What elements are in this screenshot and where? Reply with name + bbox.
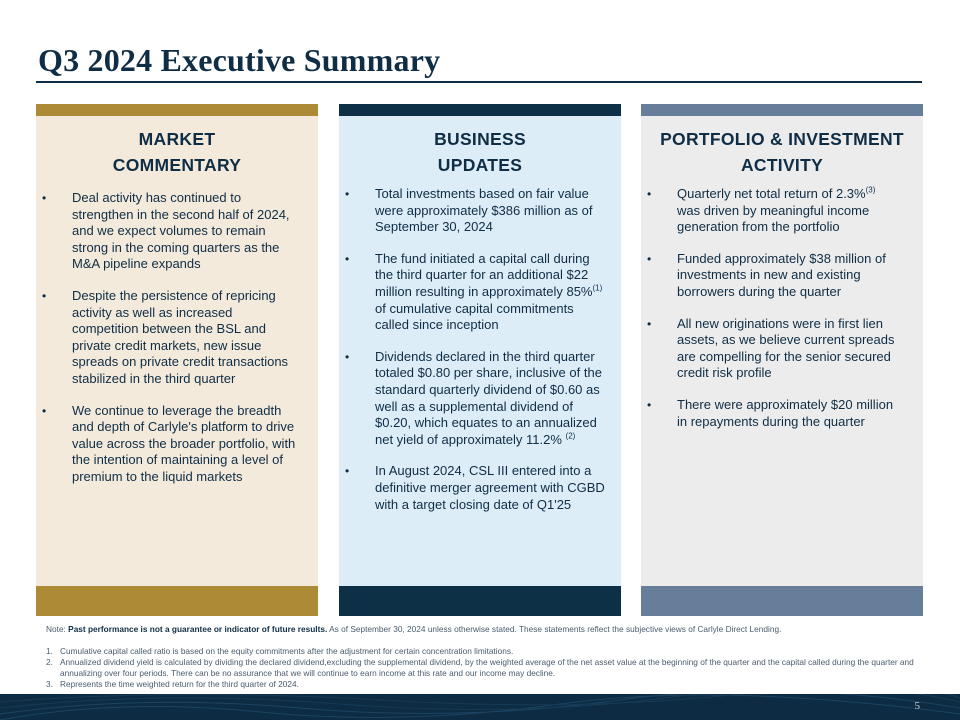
panel-heading-line1: BUSINESS	[434, 129, 526, 149]
footnote	[46, 646, 916, 657]
list-item: • Deal activity has continued to strengthen in the second half of 2024, and we expect volumes to remain strong in the coming quarters as the M&A pipeline expands	[36, 190, 306, 273]
note-text: As of September 30, 2024 unless otherwise stated. These statements reflect the subjective views of Carlyle Direct Lending.	[327, 624, 782, 634]
list-item: • There were approximately $20 million in repayments during the quarter	[641, 397, 909, 430]
panel-heading	[339, 126, 621, 178]
page-title: Q3 2024 Executive Summary	[38, 42, 441, 78]
list-item: • In August 2024, CSL III entered into a definitive merger agreement with CGBD with a target closing date of Q1'25	[339, 463, 615, 513]
note-label: Note:	[46, 624, 66, 634]
panel-heading	[36, 126, 318, 178]
footnote-text: Annualized dividend yield is calculated by dividing the declared dividend,excluding the supplemental dividend, by the weighted average of the net asset value at the beginning of the quarter and the capital called during the quarter and annualizing over four periods. There can be no assurance that we will continue to earn income at this rate and our income may decline.	[60, 657, 914, 678]
footnote-ref: (1)	[592, 283, 603, 293]
list-item-text: Dividends declared in the third quarter totaled $0.80 per share, inclusive of the standard quarterly dividend of $0.60 as well as a supplemental dividend of $0.20, which equates to an annualized net yield of approximately 11.2%	[375, 348, 602, 447]
panel-top-bar	[339, 104, 621, 116]
bullet-list	[339, 186, 615, 528]
list-item-text: Quarterly net total return of 2.3%	[677, 186, 866, 201]
footnote	[46, 679, 916, 690]
footnote-text: Cumulative capital called ratio is based on the equity commitments after the adjustment for certain concentration limitations.	[60, 646, 514, 656]
panel-heading-line1: MARKET	[138, 129, 216, 149]
footnote-ref: (2)	[565, 431, 576, 441]
footnote-number: 3.	[46, 679, 53, 689]
footnotes-list	[46, 646, 916, 690]
footer-pattern	[0, 694, 960, 720]
note-bold-text: Past performance is not a guarantee or indicator of future results.	[68, 624, 328, 634]
panel-heading-line2: ACTIVITY	[740, 155, 824, 175]
footnote-number: 1.	[46, 646, 53, 656]
bullet-list	[641, 186, 909, 445]
panel-heading-line2: COMMENTARY	[112, 155, 242, 175]
panel-body	[641, 116, 923, 586]
panel-heading	[641, 126, 923, 178]
footer-band	[0, 694, 960, 720]
panel-top-bar	[36, 104, 318, 116]
bullet-list	[36, 190, 306, 501]
panel-body	[339, 116, 621, 586]
list-item: • We continue to leverage the breadth and depth of Carlyle's platform to drive value across the broader portfolio, with the intention of maintaining a level of premium to the liquid markets	[36, 403, 306, 486]
list-item: • Despite the persistence of repricing activity as well as increased competition between the BSL and private credit markets, new issue spreads on private credit transactions stabilized in the third quarter	[36, 288, 306, 388]
business-updates-panel	[339, 104, 621, 616]
panel-heading-line1: PORTFOLIO & INVESTMENT	[660, 129, 904, 149]
portfolio-activity-panel	[641, 104, 923, 616]
footnote	[46, 657, 916, 679]
list-item-text: was driven by meaningful income generation from the portfolio	[677, 202, 870, 235]
panel-bottom-bar	[36, 586, 318, 616]
list-item: • Funded approximately $38 million of investments in new and existing borrowers during the quarter	[641, 251, 909, 301]
panel-bottom-bar	[641, 586, 923, 616]
footnote-number: 2.	[46, 657, 53, 667]
list-item	[339, 251, 615, 334]
panel-heading-line2: UPDATES	[437, 155, 523, 175]
list-item-text: of cumulative capital commitments called since inception	[375, 300, 574, 333]
panel-bottom-bar	[339, 586, 621, 616]
list-item: • All new originations were in first lien assets, as we believe current spreads are compelling for the senior secured credit risk profile	[641, 316, 909, 382]
panel-top-bar	[641, 104, 923, 116]
title-divider	[36, 81, 922, 83]
list-item	[339, 349, 615, 449]
footnote-ref: (3)	[865, 185, 876, 195]
disclaimer-note	[46, 624, 926, 635]
footnote-text: Represents the time weighted return for the third quarter of 2024.	[60, 679, 299, 689]
list-item-text: The fund initiated a capital call during the third quarter for an additional $22 million resulting in approximately 85%	[375, 250, 593, 299]
list-item: • Total investments based on fair value were approximately $386 million as of September 30, 2024	[339, 186, 615, 236]
market-commentary-panel	[36, 104, 318, 616]
panel-body	[36, 116, 318, 586]
page-number: 5	[914, 700, 920, 712]
list-item	[641, 186, 909, 236]
